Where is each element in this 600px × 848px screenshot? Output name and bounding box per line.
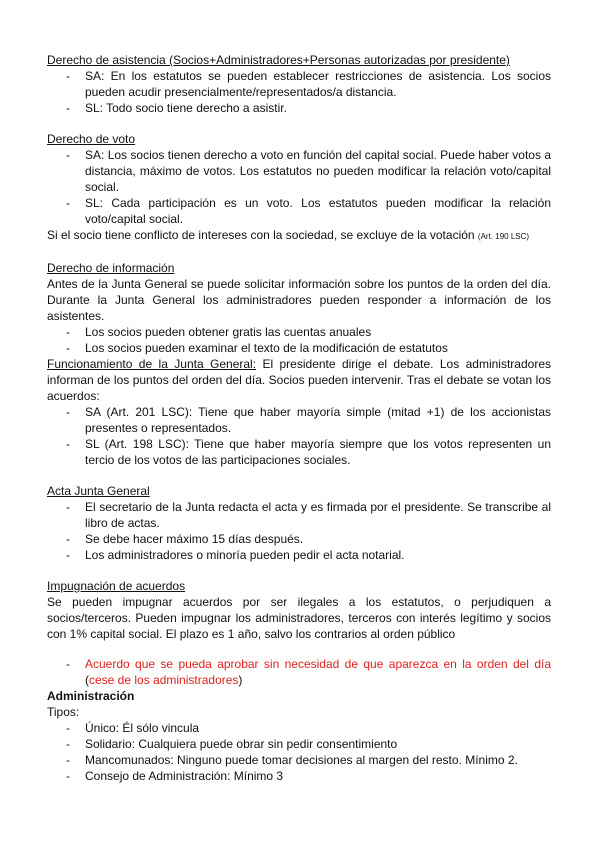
informacion-list <box>47 324 551 356</box>
funcionamiento-paragraph <box>47 356 551 404</box>
tipos-label: Tipos: <box>47 705 80 719</box>
administracion-list <box>47 720 551 784</box>
funcionamiento-list <box>47 404 551 468</box>
list-item: - SA: En los estatutos se pueden establecer restricciones de asistencia. Los socios pueden acudir presencialmente/representados/a distancia. <box>47 68 551 100</box>
red-note-emphasis: cese de los administradores <box>89 673 239 687</box>
asistencia-list <box>47 68 551 116</box>
voto-conflict-paragraph <box>47 227 551 245</box>
asistencia-heading: Derecho de asistencia (Socios+Administradores+Personas autorizadas por presidente) <box>47 53 510 67</box>
list-item: - SL: Todo socio tiene derecho a asistir. <box>47 100 551 116</box>
impugnacion-paragraph: Se pueden impugnar acuerdos por ser ilegales a los estatutos, o perjudiquen a socios/terceros. Pueden impugnar los administradores, terceros con interés legítimo y socios con 1% capital social. El plazo es 1 año, salvo los contrarios al orden público <box>47 595 551 641</box>
list-item: - SA: Los socios tienen derecho a voto en función del capital social. Puede haber votos a distancia, máximo de votos. Los estatutos no pueden modificar la relación voto/capital social. <box>47 147 551 195</box>
list-item: - SA (Art. 201 LSC): Tiene que haber mayoría simple (mitad +1) de los accionistas presentes o representados. <box>47 404 551 436</box>
red-note-paren-close: ) <box>238 673 243 687</box>
voto-list <box>47 147 551 227</box>
list-item: - Los socios pueden obtener gratis las cuentas anuales <box>47 324 551 340</box>
informacion-paragraph: Antes de la Junta General se puede solicitar información sobre los puntos de la orden del día. Durante la Junta General los administradores pueden responder a información de los asistentes. <box>47 277 551 323</box>
funcionamiento-label: Funcionamiento de la Junta General: <box>47 357 257 371</box>
list-item: - Los socios pueden examinar el texto de la modificación de estatutos <box>47 340 551 356</box>
list-item: - Consejo de Administración: Mínimo 3 <box>47 768 551 784</box>
funcionamiento-text: El presidente dirige el debate. Los administradores informan de los puntos del orden del día. Socios pueden intervenir. Tras el debate se votan los acuerdos: <box>47 357 551 403</box>
informacion-heading: Derecho de información <box>47 261 175 275</box>
list-item <box>47 656 551 688</box>
voto-conflict-ref: (Art. 190 LSC) <box>477 232 530 241</box>
red-note-text: Acuerdo que se pueda aprobar sin necesidad de que aparezca en la orden del día <box>85 657 551 671</box>
document-page <box>47 52 551 784</box>
voto-conflict-text: Si el socio tiene conflicto de intereses con la sociedad, se excluye de la votación <box>47 228 478 242</box>
list-item: - Solidario: Cualquiera puede obrar sin pedir consentimiento <box>47 736 551 752</box>
acta-heading: Acta Junta General <box>47 484 150 498</box>
administracion-heading: Administración <box>47 689 135 703</box>
acta-list <box>47 499 551 563</box>
voto-heading: Derecho de voto <box>47 132 136 146</box>
list-item: - Los administradores o minoría pueden pedir el acta notarial. <box>47 547 551 563</box>
impugnacion-list <box>47 656 551 688</box>
list-item: - Mancomunados: Ninguno puede tomar decisiones al margen del resto. Mínimo 2. <box>47 752 551 768</box>
list-item: - Único: Él sólo vincula <box>47 720 551 736</box>
impugnacion-heading: Impugnación de acuerdos <box>47 579 186 593</box>
list-item: - SL (Art. 198 LSC): Tiene que haber mayoría siempre que los votos representen un tercio de los votos de las participaciones sociales. <box>47 436 551 468</box>
red-note-paren-open: ( <box>85 673 89 687</box>
list-item: - El secretario de la Junta redacta el acta y es firmada por el presidente. Se transcribe al libro de actas. <box>47 499 551 531</box>
list-item: - SL: Cada participación es un voto. Los estatutos pueden modificar la relación voto/capital social. <box>47 195 551 227</box>
list-item: - Se debe hacer máximo 15 días después. <box>47 531 551 547</box>
